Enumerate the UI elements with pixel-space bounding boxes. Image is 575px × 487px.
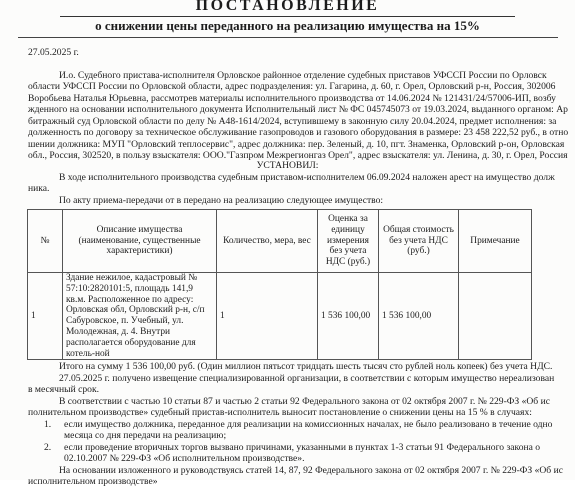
ustanovil-heading: УСТАНОВИЛ:	[256, 160, 319, 171]
intro-line: шении должника: МУП "Орловский теплосервис", адрес должника: пер. Зеленый, д. 10, пгт. Знаменка, Орловский р-он, Орловская	[28, 139, 565, 150]
law-line: полнительном производстве» судебный пристав-исполнитель выносит постановление о снижении цены на 15 % в случаях:	[28, 407, 532, 418]
document-date: 27.05.2025 г.	[28, 47, 79, 58]
case-line: если проведение вторичных торгов вызвано причинами, указанными в пунктах 1-3 статьи 91 Федерального закона о	[64, 442, 541, 453]
header-unit-price: Оценка за единицу измерения без учета НДС (руб.)	[318, 210, 379, 273]
row-unit-price: 1 536 100,00	[318, 273, 379, 360]
notice-line: 27.05.2025 г. получено извещение специализированной организации, в соответствии с которым имущество нереализован	[59, 373, 555, 384]
row-num: 1	[28, 273, 63, 360]
header-note: Примечание	[459, 210, 532, 273]
notice-line: в месячный срок.	[28, 384, 100, 395]
header-num: №	[28, 210, 63, 273]
intro-line: Воробьева Наталья Юрьевна, рассмотрев материалы исполнительного производства от 14.06.2024 № 121431/24/57006-ИП, возбу	[28, 93, 556, 104]
header-quantity: Количество, мера, вес	[217, 210, 318, 273]
arrest-line: ника.	[28, 183, 50, 194]
intro-line: долженность по договору за техническое обслуживание газопроводов и газового оборудования в размере: 23 458 222,52 руб., в отно	[28, 127, 569, 138]
document-subtitle: о снижении цены переданного на реализацию имущества на 15%	[95, 18, 480, 33]
arrest-line: В ходе исполнительного производства судебным приставом-исполнителем 06.09.2024 наложен арест на имущество долж	[59, 172, 555, 183]
case-marker: 1.	[44, 419, 52, 430]
case-line: месяца со дня передачи на реализацию;	[64, 430, 227, 441]
intro-line: жденного на основании исполнительного документа Исполнительный лист № ФС 045745073 от 19.03.2024, выданного органом: Ар	[28, 104, 568, 115]
header-description: Описание имущества (наименование, существенные характеристики)	[63, 210, 217, 273]
intro-line: области УФССП России по Орловской области, адрес подразделения: ул. Гагарина, д. 60, г. Орел, Орловский р-н, Россия, 302006	[28, 81, 556, 92]
property-table	[27, 209, 532, 360]
case-marker: 2.	[44, 442, 52, 453]
intro-line: битражный суд Орловской области по делу № А48-1614/2024, вступившему в законную силу 20.04.2024, предмет исполнения: за	[28, 116, 557, 127]
header-total: Общая стоимость без учета НДС (руб.)	[379, 210, 459, 273]
intro-line: обл., Россия, 302520, в пользу взыскателя: ООО."Газпром Межрегионгаз Орел", адрес взыскателя: ул. Ленина, д. 30, г. Орел, Россия	[28, 150, 568, 161]
title-underline	[60, 16, 515, 17]
case-line: 02.10.2007 № 229-ФЗ «Об исполнительном производстве».	[64, 453, 305, 464]
final-line: исполнительном производстве»	[28, 476, 158, 487]
row-quantity: 1	[217, 273, 318, 360]
final-line: На основании изложенного и руководствуясь статей 14, 87, 92 Федерального закона от 02 октября 2007 г. № 229-ФЗ «Об ис	[59, 465, 563, 476]
subtitle-underline	[18, 37, 558, 38]
row-note	[459, 273, 532, 360]
case-line: если имущество должника, переданное для реализации на комиссионных началах, не было реализовано в течение одно	[64, 419, 553, 430]
act-line: По акту приема-передачи от в передано на реализацию следующее имущество:	[59, 195, 384, 206]
table-row	[28, 273, 532, 360]
law-line: В соответствии с частью 10 статьи 87 и частью 2 статьи 92 Федерального закона от 02 октября 2007 г. № 229-ФЗ «Об ис	[59, 396, 550, 407]
row-total: 1 536 100,00	[379, 273, 459, 360]
intro-line: И.о. Судебного пристава-исполнителя Орловское районное отделение судебных приставов УФССП России по Орловск	[59, 70, 547, 81]
row-description: Здание нежилое, кадастровый № 57:10:2820101:5, площадь 141,9 кв.м. Расположенное по адресу: Орловская обл, Орловский р-н, с/п Сабуровское, п. Учебный, ул. Молодежная, д. 4. Внутри располагается оборудование для котель-ной	[63, 273, 217, 360]
table-header-row	[28, 210, 532, 273]
document-title: ПОСТАНОВЛЕНИЕ	[195, 0, 380, 14]
total-line: Итого на сумму 1 536 100,00 руб. (Один миллион пятьсот тридцать шесть тысяч сто рублей ноль копеек) без учета НДС.	[59, 361, 553, 372]
